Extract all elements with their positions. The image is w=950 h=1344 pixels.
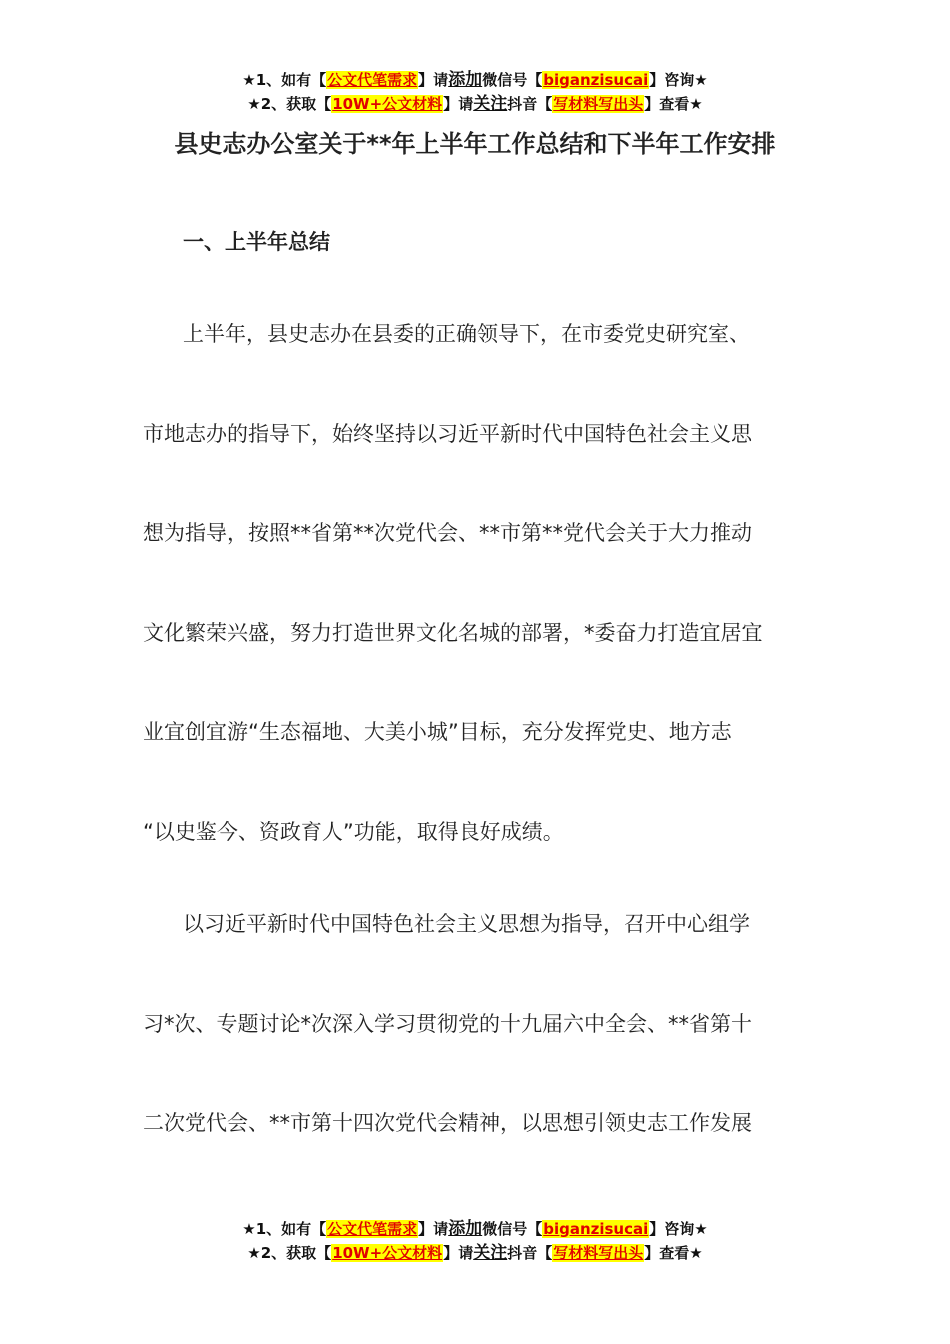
banner-highlight: 写材料写出头 — [553, 1244, 644, 1262]
banner-text: 】请 — [443, 95, 474, 113]
paragraph-line: 市地志办的指导下，始终坚持以习近平新时代中国特色社会主义思 — [143, 422, 752, 446]
banner-text: 】查看★ — [644, 95, 703, 113]
banner-highlight: biganzisucai — [543, 71, 649, 89]
banner-highlight: 写材料写出头 — [553, 95, 644, 113]
banner-text: 微信号【 — [482, 1220, 543, 1238]
banner-underlined: 关注 — [473, 94, 508, 114]
banner-line-2 — [0, 92, 950, 116]
paragraph-line: 业宜创宜游“生态福地、大美小城”目标，充分发挥党史、地方志 — [143, 720, 732, 744]
banner-text: 抖音【 — [507, 95, 553, 113]
banner-highlight: 公文代笔需求 — [327, 1220, 418, 1238]
banner-text: 微信号【 — [482, 71, 543, 89]
banner-line-1 — [0, 1217, 950, 1241]
banner-text: 】请 — [418, 71, 449, 89]
banner-text: ★2、获取【 — [247, 1244, 332, 1262]
banner-text: ★2、获取【 — [247, 95, 332, 113]
banner-highlight: 10W+公文材料 — [332, 95, 443, 113]
banner-line-1 — [0, 68, 950, 92]
paragraph-line: “以史鉴今、资政育人”功能，取得良好成绩。 — [143, 820, 564, 844]
document-title: 县史志办公室关于**年上半年工作总结和下半年工作安排 — [174, 130, 776, 158]
paragraph-line: 上半年，县史志办在县委的正确领导下，在市委党史研究室、 — [183, 322, 750, 346]
banner-line-2 — [0, 1241, 950, 1265]
paragraph-line: 习*次、专题讨论*次深入学习贯彻党的十九届六中全会、**省第十 — [143, 1012, 752, 1036]
banner-text: 】请 — [418, 1220, 449, 1238]
banner-text: 】咨询★ — [649, 71, 708, 89]
banner-text: 】查看★ — [644, 1244, 703, 1262]
banner-text: ★1、如有【 — [242, 1220, 327, 1238]
banner-highlight: 公文代笔需求 — [327, 71, 418, 89]
banner-text: ★1、如有【 — [242, 71, 327, 89]
paragraph-line: 以习近平新时代中国特色社会主义思想为指导，召开中心组学 — [183, 912, 750, 936]
banner-text: 】请 — [443, 1244, 474, 1262]
paragraph-line: 二次党代会、**市第十四次党代会精神，以思想引领史志工作发展 — [143, 1111, 752, 1135]
banner-text: 抖音【 — [507, 1244, 553, 1262]
section-heading: 一、上半年总结 — [183, 230, 330, 254]
bottom-promo-banner — [0, 1217, 950, 1265]
banner-underlined: 添加 — [448, 70, 483, 90]
top-promo-banner — [0, 68, 950, 116]
banner-highlight: 10W+公文材料 — [332, 1244, 443, 1262]
paragraph-line: 文化繁荣兴盛，努力打造世界文化名城的部署，*委奋力打造宜居宜 — [143, 621, 763, 645]
banner-underlined: 添加 — [448, 1219, 483, 1239]
banner-highlight: biganzisucai — [543, 1220, 649, 1238]
banner-underlined: 关注 — [473, 1243, 508, 1263]
paragraph-line: 想为指导，按照**省第**次党代会、**市第**党代会关于大力推动 — [143, 521, 752, 545]
banner-text: 】咨询★ — [649, 1220, 708, 1238]
